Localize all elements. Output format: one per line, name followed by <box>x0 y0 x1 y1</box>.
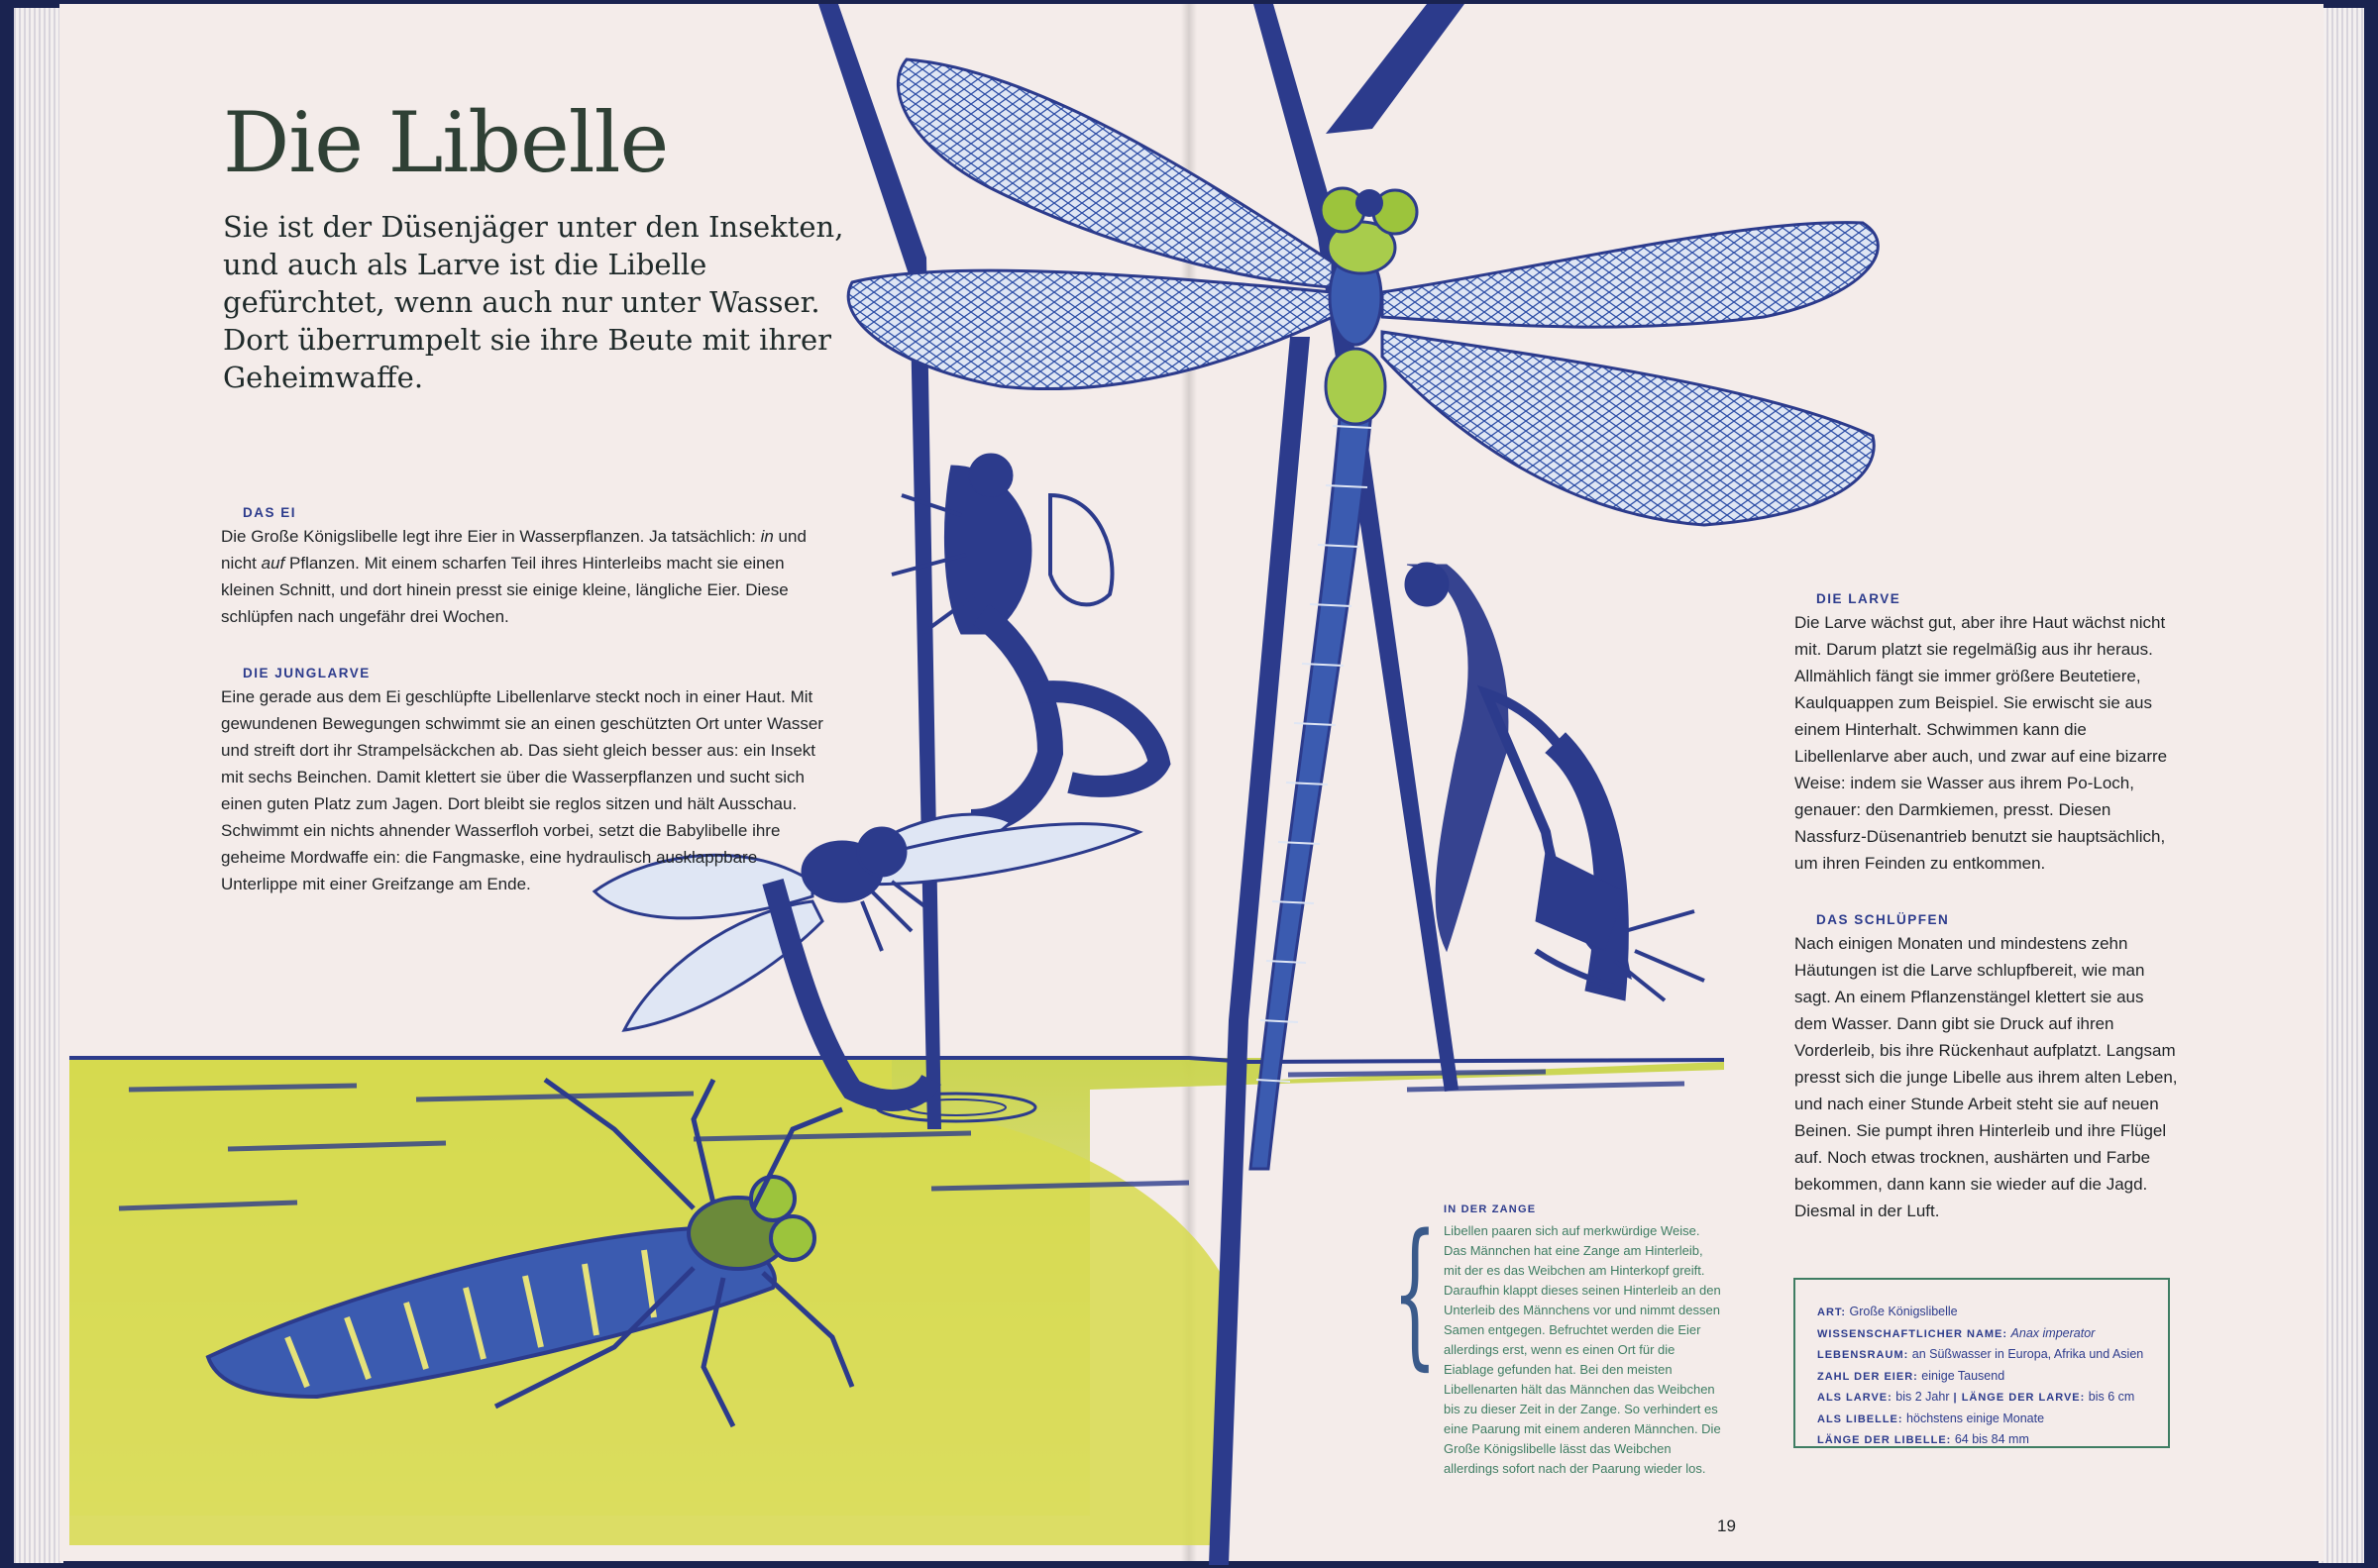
emerging-dragonfly <box>1405 563 1704 1000</box>
fact-wissenschaftlicher-name: WISSENSCHAFTLICHER NAME: Anax imperator <box>1817 1325 2096 1340</box>
fact-zahl-der-eier: ZAHL DER EIER: einige Tausend <box>1817 1368 2005 1383</box>
intro-paragraph: Sie ist der Düsenjäger unter den Insekten, und auch als Larve ist die Libelle gefürchtet, wenn auch nur unter Wasser. Dort überrumpelt sie ihre Beute mit ihrer Geheimwaffe. <box>223 210 844 394</box>
page-number: 19 <box>1717 1516 1736 1535</box>
fact-lebensraum: LEBENSRAUM: an Süßwasser in Europa, Afrika und Asien <box>1817 1347 2144 1361</box>
ei-text-3: Pflanzen. Mit einem scharfen Teil ihres Hinterleibs macht sie einen kleinen Schnitt, und dort hinein presst sie einige kleine, längliche Eier. Diese schlüpfen nach ungefähr drei Wochen. <box>221 554 789 626</box>
fact-box <box>1793 1278 2170 1448</box>
section-heading-ei: DAS EI <box>243 505 297 520</box>
fact-laenge-der-libelle: LÄNGE DER LIBELLE: 64 bis 84 mm <box>1817 1432 2029 1446</box>
aside-text: Libellen paaren sich auf merkwürdige Weise. Das Männchen hat eine Zange am Hinterleib, mit der es das Weibchen am Hinterkopf greift. Daraufhin klappt dieses seinen Hinterleib an den Unterleib des Männchens vor und nimmt dessen Samen entgegen. Befruchtet werden die Eier allerdings erst, wenn es einen Ort für die Eiablage gefunden hat. Bei den meisten Libellenarten hält das Männchen das Weibchen bis zu dieser Zeit in der Zange. So verhindert es eine Paarung mit einem anderen Männchen. Die Große Königslibelle lässt das Weibchen allerdings sofort nach der Paarung wieder los. <box>1444 1223 1721 1476</box>
section-heading-schluepfen: DAS SCHLÜPFEN <box>1816 912 1950 927</box>
section-text-schluepfen <box>1794 930 2181 1224</box>
ei-text-2: und nicht <box>221 527 807 573</box>
aside-brace: { <box>1392 1200 1438 1385</box>
fact-als-libelle: ALS LIBELLE: höchstens einige Monate <box>1817 1411 2045 1425</box>
ei-emphasis-in: in <box>760 527 774 546</box>
section-heading-larve: DIE LARVE <box>1816 591 1901 606</box>
fact-art: ART: Große Königslibelle <box>1817 1305 1958 1318</box>
schluepfen-paragraph: Nach einigen Monaten und mindestens zehn Häutungen ist die Larve schlupfbereit, wie man sagt. An einem Pflanzenstängel klettert sie aus dem Wasser. Dann gibt sie Druck auf ihren Vorderleib, bis ihre Rückenhaut aufplatzt. Langsam presst sich die junge Libelle aus ihrem alten Leben, und nach einer Stunde Arbeit steht sie auf neuen Beinen. Sie pumpt ihren Hinterleib und ihre Flügel auf. Noch etwas trocknen, aushärten und Farbe bekommen, dann kann sie wieder auf die Jagd. Diesmal in der Luft. <box>1794 934 2178 1220</box>
junglarve-paragraph: Eine gerade aus dem Ei geschlüpfte Libellenlarve steckt noch in einer Haut. Mit gewundenen Bewegungen schwimmt sie an einen geschützten Ort unter Wasser und streift dort ihr Strampelsäckchen ab. Das sieht gleich besser aus: ein Insekt mit sechs Beinchen. Damit klettert sie über die Wasserpflanzen und sucht sich einen guten Platz zum Jagen. Dort bleibt sie reglos sitzen und hält Ausschau. Schwimmt ein nichts ahnender Wasserfloh vorbei, setzt die Babylibelle ihre geheime Mordwaffe ein: die Fangmaske, eine hydraulisch ausklappbare Unterlippe mit einer Greifzange am Ende. <box>221 687 823 893</box>
ei-emphasis-auf: auf <box>261 554 285 573</box>
page-title: Die Libelle <box>223 94 669 191</box>
fact-als-larve: ALS LARVE: bis 2 Jahr | LÄNGE DER LARVE: bis 6 cm <box>1817 1390 2135 1404</box>
section-text-ei <box>221 523 835 630</box>
ei-text-1: Die Große Königslibelle legt ihre Eier in Wasserpflanzen. Ja tatsächlich: <box>221 527 756 546</box>
section-text-larve <box>1794 609 2171 877</box>
section-heading-junglarve: DIE JUNGLARVE <box>243 666 371 680</box>
aside-heading: IN DER ZANGE <box>1444 1203 1537 1215</box>
section-text-junglarve <box>221 683 825 897</box>
larve-paragraph: Die Larve wächst gut, aber ihre Haut wächst nicht mit. Darum platzt sie regelmäßig aus ihr heraus. Allmählich fängt sie immer größere Beutetiere, Kaulquappen zum Beispiel. Sie erwischt sie aus einem Hinterhalt. Schwimmen kann die Libellenlarve aber auch, und zwar auf eine bizarre Weise: indem sie Wasser aus ihrem Po-Loch, genauer: den Darmkiemen, presst. Diesen Nassfurz-Düsenantrieb benutzt sie hauptsächlich, um ihren Feinden zu entkommen. <box>1794 613 2168 873</box>
